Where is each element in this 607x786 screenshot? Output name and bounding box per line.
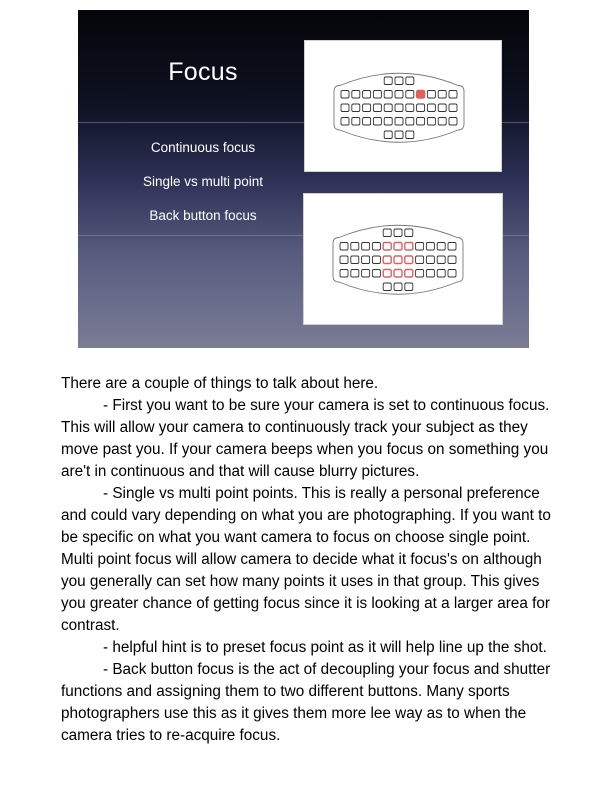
- af-point: [437, 270, 445, 278]
- af-point: [406, 104, 414, 112]
- af-point: [363, 91, 371, 99]
- af-point: [448, 243, 456, 251]
- af-point: [384, 77, 392, 85]
- af-point: [372, 270, 380, 278]
- af-point: [372, 256, 380, 264]
- af-point: [449, 118, 457, 126]
- af-point: [384, 131, 392, 139]
- af-point-diagram-multi: [304, 194, 502, 324]
- af-point: [449, 104, 457, 112]
- af-point: [363, 118, 371, 126]
- af-point-selected: [394, 270, 402, 278]
- af-point: [373, 91, 381, 99]
- af-point: [427, 91, 435, 99]
- af-point-selected: [405, 243, 413, 251]
- af-point: [395, 77, 403, 85]
- af-point: [438, 104, 446, 112]
- af-point: [417, 104, 425, 112]
- af-point: [362, 270, 370, 278]
- body-text: [61, 373, 561, 747]
- af-point: [341, 91, 349, 99]
- af-point: [448, 256, 456, 264]
- body-paragraph: - First you want to be sure your camera is set to continuous focus. This will allow your camera to continuously track your subject as they move past you. If your camera beeps when you focus on something you are't in continuous and that will cause blurry pictures.: [61, 397, 550, 480]
- af-point-selected: [383, 270, 391, 278]
- af-point: [383, 229, 391, 237]
- af-point: [341, 104, 349, 112]
- af-point: [352, 91, 360, 99]
- af-point: [427, 118, 435, 126]
- af-point: [406, 91, 414, 99]
- af-point: [395, 91, 403, 99]
- af-points-single-panel: [304, 40, 502, 172]
- af-point: [363, 104, 371, 112]
- af-point: [437, 256, 445, 264]
- af-point-selected: [394, 256, 402, 264]
- af-point-selected: [417, 91, 425, 99]
- af-point-selected: [383, 243, 391, 251]
- af-point: [406, 131, 414, 139]
- af-point: [426, 256, 434, 264]
- af-point: [394, 229, 402, 237]
- af-point: [426, 270, 434, 278]
- af-point: [384, 104, 392, 112]
- af-point: [416, 243, 424, 251]
- af-point: [416, 270, 424, 278]
- af-point: [394, 283, 402, 291]
- af-point: [351, 256, 359, 264]
- slide-bullet-single-vs-multi: Single vs multi point: [142, 174, 264, 189]
- af-point-diagram-single: [305, 41, 501, 171]
- af-point: [437, 243, 445, 251]
- slide-title: Focus: [168, 58, 238, 86]
- body-paragraph: - Back button focus is the act of decoupling your focus and shutter functions and assigning them to two different buttons. Many sports photographers use this as it gives them more lee way as to when the camera tries to re-acquire focus.: [61, 661, 551, 744]
- slide-bullet-back-button: Back button focus: [149, 208, 257, 223]
- body-paragraph: - Single vs multi point points. This is really a personal preference and could vary depending on what you are photographing. If you want to be specific on what you want camera to focus on choose single point. Multi point focus will allow camera to decide what it focus's on although you generally can set how many points it uses in that group. This gives you greater chance of getting focus since it is looking at a larger area for contrast.: [61, 485, 551, 634]
- af-point: [384, 91, 392, 99]
- af-point: [417, 118, 425, 126]
- af-point: [340, 256, 348, 264]
- af-point: [448, 270, 456, 278]
- af-point: [427, 104, 435, 112]
- af-point: [395, 131, 403, 139]
- af-point: [373, 104, 381, 112]
- af-point: [438, 91, 446, 99]
- af-point-selected: [405, 270, 413, 278]
- af-point: [351, 243, 359, 251]
- af-point: [406, 118, 414, 126]
- af-point: [383, 283, 391, 291]
- slide-bullet-continuous-focus: Continuous focus: [150, 140, 256, 155]
- af-point: [395, 118, 403, 126]
- af-point: [416, 256, 424, 264]
- af-point: [406, 77, 414, 85]
- body-paragraph: - helpful hint is to preset focus point as it will help line up the shot.: [103, 639, 547, 656]
- af-point-selected: [405, 256, 413, 264]
- presentation-slide: [78, 10, 529, 348]
- af-point: [426, 243, 434, 251]
- af-point: [395, 104, 403, 112]
- af-points-multi-panel: [303, 193, 503, 325]
- af-point: [384, 118, 392, 126]
- af-point: [340, 270, 348, 278]
- body-paragraph: There are a couple of things to talk about here.: [61, 375, 379, 392]
- af-point-selected: [394, 243, 402, 251]
- af-point: [352, 104, 360, 112]
- af-point: [438, 118, 446, 126]
- af-point: [373, 118, 381, 126]
- af-point: [352, 118, 360, 126]
- af-point-selected: [383, 256, 391, 264]
- af-point: [449, 91, 457, 99]
- af-point: [340, 243, 348, 251]
- af-point: [351, 270, 359, 278]
- af-point: [405, 229, 413, 237]
- af-point: [405, 283, 413, 291]
- af-point: [362, 243, 370, 251]
- af-point: [341, 118, 349, 126]
- af-point: [362, 256, 370, 264]
- af-point: [372, 243, 380, 251]
